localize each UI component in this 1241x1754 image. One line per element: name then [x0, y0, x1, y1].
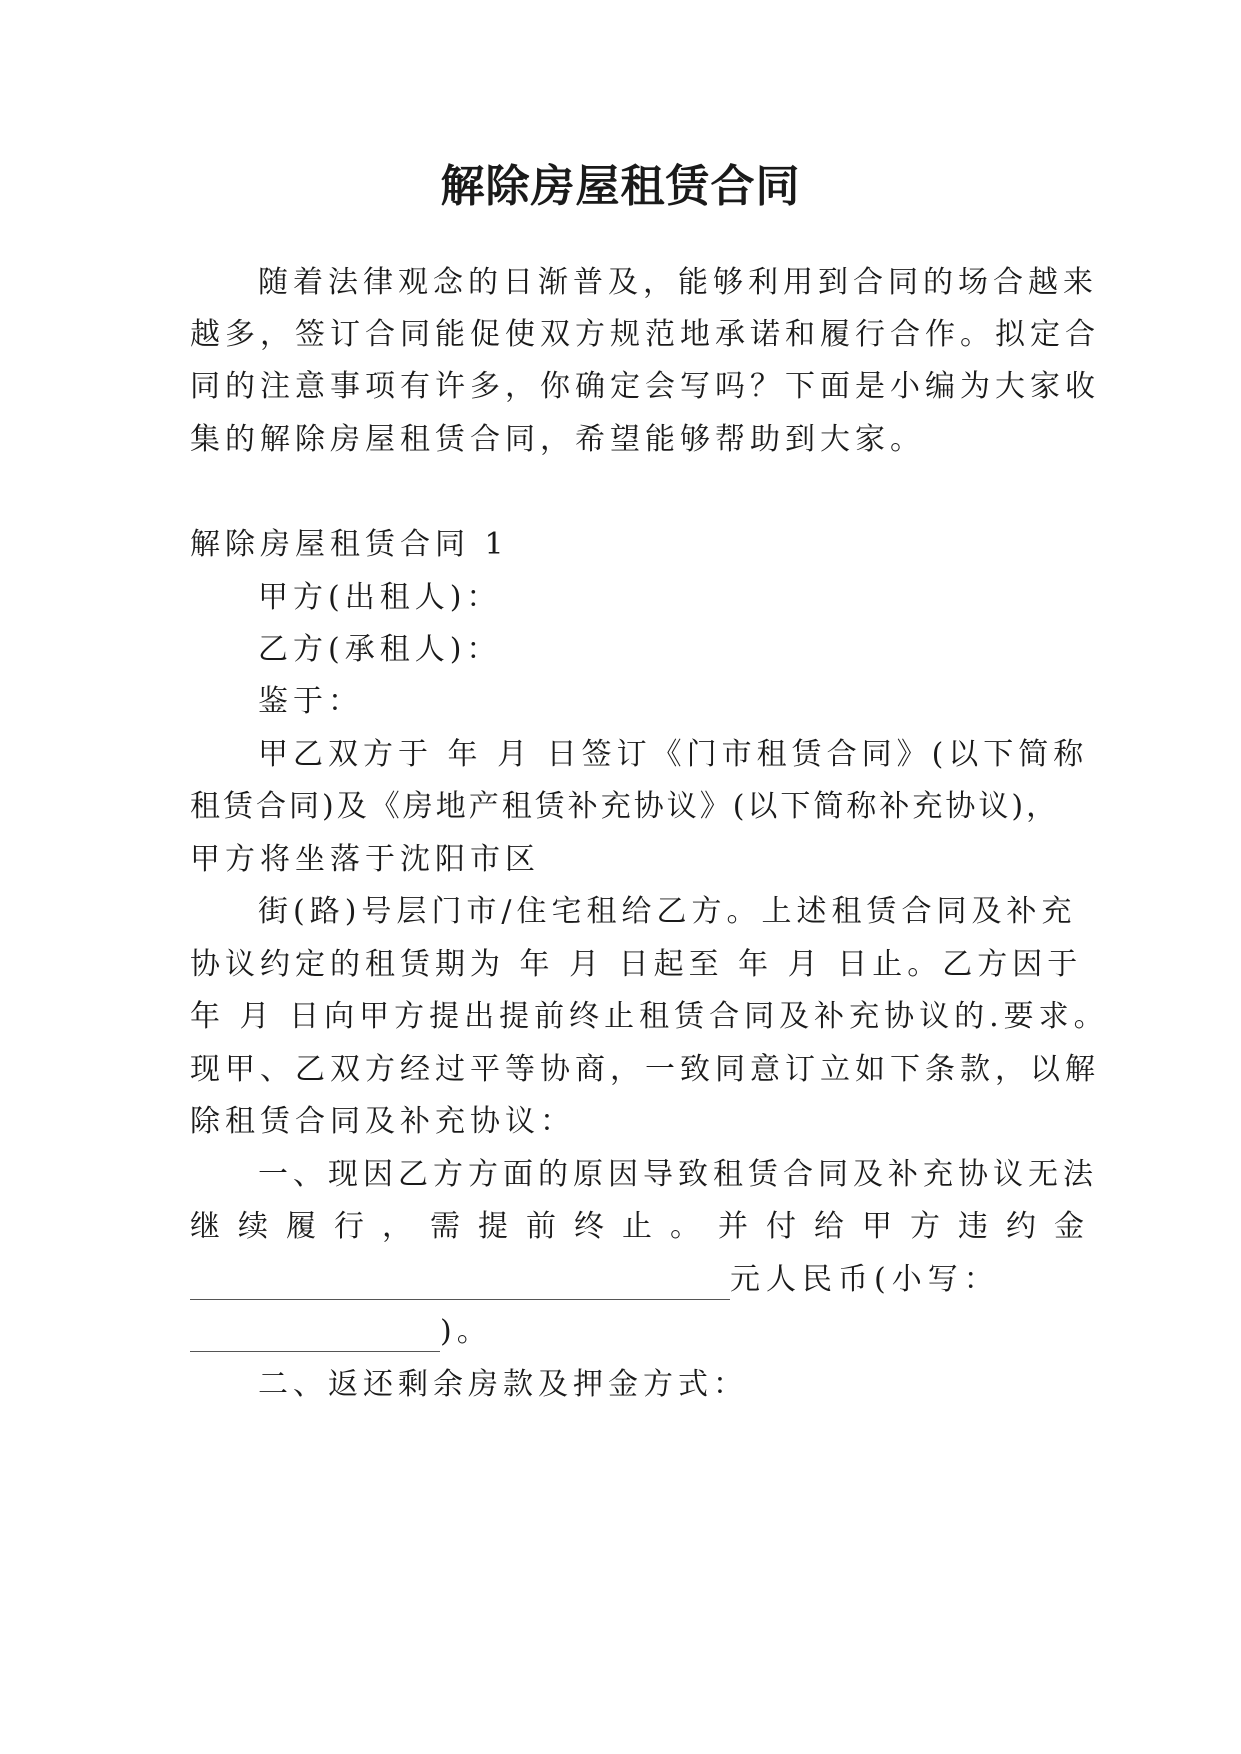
clause1-line-2: 继续履行，需提前终止。并付给甲方违约金 [190, 1209, 1102, 1244]
clause1-line-3 [190, 1260, 1000, 1300]
para2-line-3: 年 月 日向甲方提出提前终止租赁合同及补充协议的.要求。 [190, 999, 1109, 1034]
intro-line-4: 集的解除房屋租赁合同，希望能够帮助到大家。 [190, 422, 925, 457]
clause1-line-3-text: 元人民币(小写： [730, 1262, 1000, 1297]
clause1-line-4 [190, 1312, 492, 1352]
intro-line-3: 同的注意事项有许多，你确定会写吗？下面是小编为大家收 [190, 369, 1100, 404]
clause2-line: 二、返还剩余房款及押金方式： [258, 1367, 748, 1402]
para1-line-3: 甲方将坐落于沈阳市区 [190, 842, 540, 877]
para2-line-1: 街(路)号层门市/住宅租给乙方。上述租赁合同及补充 [258, 894, 1077, 929]
para1-line-1: 甲乙双方于 年 月 日签订《门市租赁合同》(以下简称 [258, 737, 1089, 772]
penalty-amount-blank [190, 1269, 730, 1300]
intro-line-1: 随着法律观念的日渐普及，能够利用到合同的场合越来 [258, 265, 1098, 300]
para1-line-2: 租赁合同)及《房地产租赁补充协议》(以下简称补充协议)， [190, 789, 1060, 824]
document-title: 解除房屋租赁合同 [440, 161, 801, 212]
penalty-lowercase-blank [190, 1321, 440, 1352]
whereas-label: 鉴于： [258, 684, 363, 719]
section-heading: 解除房屋租赁合同 1 [190, 527, 509, 562]
party-a-label: 甲方(出租人)： [258, 580, 502, 615]
party-b-label: 乙方(承租人)： [258, 632, 502, 667]
intro-line-2: 越多，签订合同能促使双方规范地承诺和履行合作。拟定合 [190, 317, 1100, 352]
para2-line-4: 现甲、乙双方经过平等协商，一致同意订立如下条款，以解 [190, 1052, 1100, 1087]
clause1-line-1: 一、现因乙方方面的原因导致租赁合同及补充协议无法 [258, 1157, 1098, 1192]
clause1-line-4-text: )。 [440, 1314, 492, 1349]
para2-line-2: 协议约定的租赁期为 年 月 日起至 年 月 日止。乙方因于 [190, 947, 1083, 982]
para2-line-5: 除租赁合同及补充协议： [190, 1104, 575, 1139]
